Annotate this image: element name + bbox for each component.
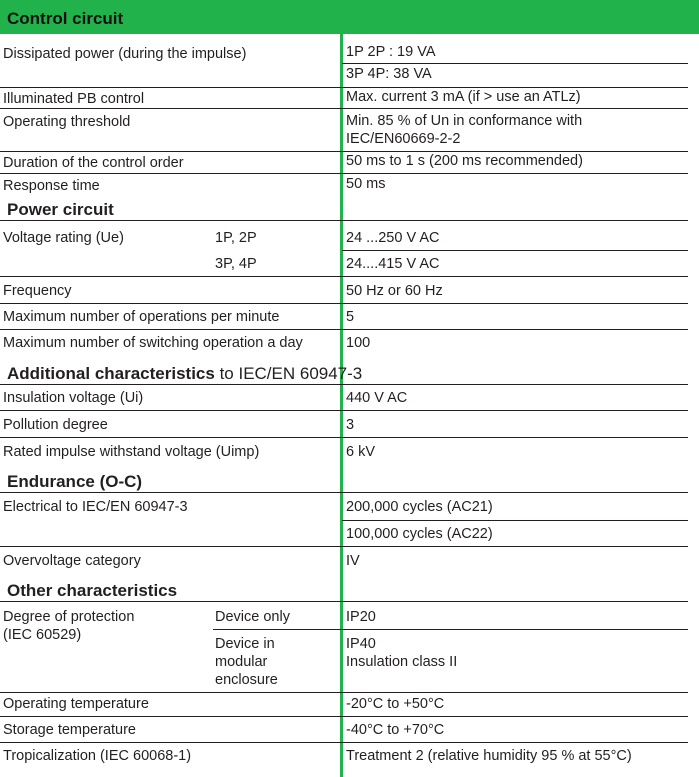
divider — [0, 437, 688, 438]
illuminated-pb-label: Illuminated PB control — [3, 91, 145, 107]
divider — [213, 629, 688, 630]
overvoltage-category-value: IV — [346, 553, 360, 569]
modular-enclosure-label-3: enclosure — [215, 672, 278, 688]
divider — [0, 220, 688, 221]
overvoltage-category-label: Overvoltage category — [3, 553, 141, 569]
divider — [0, 692, 688, 693]
power-circuit-title: Power circuit — [7, 200, 114, 219]
divider — [0, 329, 688, 330]
duration-value: 50 ms to 1 s (200 ms recommended) — [346, 153, 583, 169]
response-label: Response time — [3, 178, 100, 194]
ops-minute-value: 5 — [346, 309, 355, 325]
frequency-label: Frequency — [3, 283, 72, 299]
divider — [0, 410, 688, 411]
operating-temperature-value: -20°C to +50°C — [346, 696, 445, 712]
divider — [0, 546, 688, 547]
divider — [0, 87, 688, 88]
device-only-value: IP20 — [346, 609, 376, 625]
duration-label: Duration of the control order — [3, 155, 184, 171]
divider — [0, 601, 688, 602]
divider — [0, 492, 688, 493]
modular-enclosure-label-2: modular — [215, 654, 268, 670]
modular-enclosure-label-1: Device in — [215, 636, 275, 652]
operating-temperature-label: Operating temperature — [3, 696, 149, 712]
electrical-endurance-label: Electrical to IEC/EN 60947-3 — [3, 499, 188, 515]
electrical-ac22-value: 100,000 cycles (AC22) — [346, 526, 493, 542]
insulation-voltage-value: 440 V AC — [346, 390, 408, 406]
voltage-3p4p-value: 24....415 V AC — [346, 256, 440, 272]
modular-enclosure-value-2: Insulation class II — [346, 654, 458, 670]
ops-day-label: Maximum number of switching operation a day — [3, 335, 303, 351]
storage-temperature-value: -40°C to +70°C — [346, 722, 445, 738]
ops-day-value: 100 — [346, 335, 371, 351]
protection-label-1: Degree of protection — [3, 609, 135, 625]
response-value: 50 ms — [346, 176, 386, 192]
insulation-voltage-label: Insulation voltage (Ui) — [3, 390, 144, 406]
additional-characteristics-title: Additional characteristics to IEC/EN 60947-3 — [7, 364, 363, 383]
threshold-value-1: Min. 85 % of Un in conformance with — [346, 113, 583, 129]
divider — [0, 173, 688, 174]
voltage-1p2p-value: 24 ...250 V AC — [346, 230, 440, 246]
dissipated-power-label: Dissipated power (during the impulse) — [3, 46, 247, 62]
other-characteristics-title: Other characteristics — [7, 581, 178, 600]
threshold-value-2: IEC/EN60669-2-2 — [346, 131, 461, 147]
divider — [0, 742, 688, 743]
protection-label-2: (IEC 60529) — [3, 627, 82, 643]
frequency-value: 50 Hz or 60 Hz — [346, 283, 443, 299]
divider — [0, 276, 688, 277]
divider — [342, 520, 688, 521]
pollution-degree-value: 3 — [346, 417, 355, 433]
ops-minute-label: Maximum number of operations per minute — [3, 309, 280, 325]
divider — [0, 384, 688, 385]
column-divider — [340, 34, 343, 777]
device-only-label: Device only — [215, 609, 290, 625]
tropicalization-value: Treatment 2 (relative humidity 95 % at 55°C) — [346, 748, 632, 764]
divider — [0, 716, 688, 717]
voltage-3p4p-label: 3P, 4P — [215, 256, 257, 272]
divider — [0, 151, 688, 152]
impulse-voltage-value: 6 kV — [346, 444, 376, 460]
threshold-label: Operating threshold — [3, 114, 131, 130]
divider — [342, 250, 688, 251]
illuminated-pb-value: Max. current 3 mA (if > use an ATLz) — [346, 89, 581, 105]
divider — [0, 108, 688, 109]
voltage-1p2p-label: 1P, 2P — [215, 230, 257, 246]
electrical-ac21-value: 200,000 cycles (AC21) — [346, 499, 493, 515]
impulse-voltage-label: Rated impulse withstand voltage (Uimp) — [3, 444, 260, 460]
storage-temperature-label: Storage temperature — [3, 722, 136, 738]
dissipated-power-1p2p: 1P 2P : 19 VA — [346, 44, 436, 60]
control-circuit-header — [0, 0, 699, 34]
endurance-title: Endurance (O-C) — [7, 472, 143, 491]
pollution-degree-label: Pollution degree — [3, 417, 108, 433]
dissipated-power-3p4p: 3P 4P: 38 VA — [346, 66, 432, 82]
divider — [342, 63, 688, 64]
divider — [0, 303, 688, 304]
voltage-rating-label: Voltage rating (Ue) — [3, 230, 124, 246]
control-circuit-title: Control circuit — [7, 9, 124, 28]
tropicalization-label: Tropicalization (IEC 60068-1) — [3, 748, 192, 764]
modular-enclosure-value-1: IP40 — [346, 636, 376, 652]
